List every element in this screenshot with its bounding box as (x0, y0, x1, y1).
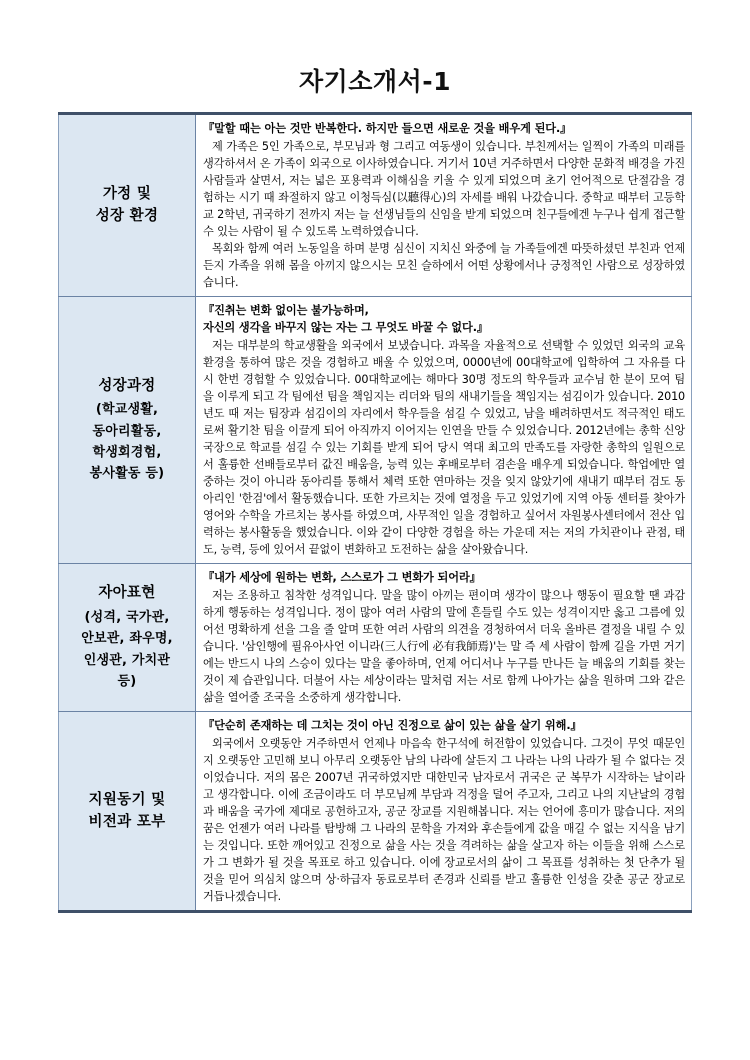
section-quote-3: 『단순히 존재하는 데 그치는 것이 아닌 진정으로 삶이 있는 삶을 살기 위해.』 (203, 719, 582, 733)
section-paragraph-2-0: 저는 조용하고 침착한 성격입니다. 말을 많이 아끼는 편이며 생각이 많으나 행동이 필요할 땐 과감하게 행동하는 성격입니다. 정이 많아 여러 사람의 말에 흔들릴 수도 있는 성격이지만 옳고 그름에 있어선 명확하게 선을 그을 줄 알며 또한 여러 사람의 의견을 경청하여서 더욱 올바른 결정을 내릴 수 있습니다. '삼인행에 필유아사언 이니라(三人行에 必有我師焉)'는 말 즉 세 사람이 함께 길을 가면 거기에는 반드시 나의 스승이 있다는 말을 좋아하며, 언제 어디서나 누구를 만나든 늘 배움의 기회를 찾는 것이 제 습관입니다. 더불어 사는 세상이라는 말처럼 저는 서로 함께 나아가는 삶을 원하며 그와 같은 삶을 열어줄 조국을 소중하게 생각합니다. (203, 588, 685, 704)
table-row (59, 113, 692, 296)
section-paragraph-3-0: 외국에서 오랫동안 거주하면서 언제나 마음속 한구석에 허전함이 있었습니다. 그것이 무엇 때문인지 오랫동안 고민해 보니 아무리 오랫동안 남의 나라에 살든지 그 나라는 나의 나라가 될 수 없다는 것이었습니다. 저의 몸은 2007년 귀국하였지만 대한민국 남자로서 귀국은 군 복무가 시작하는 날이라고 생각합니다. 이에 조금이라도 더 부모님께 부담과 걱정을 덜어 주고자, 그리고 나의 지난날의 경험과 배움을 국가에 제대로 공헌하고자, 공군 장교를 지원해봅니다. 저는 언어에 흥미가 많습니다. 저의 꿈은 언젠가 여러 나라를 탐방해 그 나라의 문학을 가져와 후손들에게 값을 매길 수 없는 지식을 남기는 것입니다. 또한 깨어있고 진정으로 삶을 사는 것을 격려하는 삶을 살고자 하는 이들을 위해 스스로가 그 변화가 될 것을 목표로 하고 있습니다. 이에 장교로서의 삶이 그 목표를 성취하는 첫 단추가 될 것을 믿어 의심치 않으며 상·하급자 동료로부터 존경과 신뢰를 받고 훌륭한 인성을 갖춘 공군 장교로 거듭나겠습니다. (203, 737, 685, 904)
resume-table-wrapper (58, 112, 692, 914)
section-body-cell-3 (196, 712, 692, 912)
section-quote-0: 『말할 때는 아는 것만 반복한다. 하지만 들으면 새로운 것을 배우게 된다.』 (203, 121, 572, 135)
section-paragraph-1-0: 저는 대부분의 학교생활을 외국에서 보냈습니다. 과목을 자율적으로 선택할 수 있었던 외국의 교육 환경을 통하여 많은 것을 경험하고 배울 수 있었으며, 0000년에 00대학교에 입학하여 그 자유를 다시 한번 경험할 수 있었습니다. 00대학교에는 해마다 30명 정도의 학우들과 교수님 한 분이 모여 팀을 이루게 되고 각 팀에선 팀을 책임지는 리더와 팀의 새내기들을 책임지는 섬김이가 있습니다. 2010년도 때 저는 팀장과 섬김이의 자리에서 학우들을 섬길 수 있었고, 남을 배려하면서도 적극적인 태도로써 활기찬 팀을 이끌게 되어 아직까지 이어지는 인연을 만들 수 있었습니다. 2012년에는 총학 신앙국장으로 학교를 섬길 수 있는 기회를 받게 되어 당시 역대 최고의 만족도를 자랑한 총학의 일원으로서 훌륭한 선배들로부터 값진 배움을, 능력 있는 후배로부터 겸손을 배우게 되었습니다. 학업에만 열중하는 것이 아니라 동아리를 통해서 체력 또한 연마하는 것을 잊지 않았기에 새내기 때부터 검도 동아리인 '한검'에서 활동했습니다. 또한 가르치는 것에 열정을 두고 있었기에 지역 아동 센터를 찾아가 영어와 수학을 가르치는 봉사를 하였으며, 사무적인 일을 경험하고 싶어서 자원봉사센터에서 전산 입력하는 봉사활동을 했었습니다. 이와 같이 다양한 경험을 하는 가운데 저는 저의 가치관이나 관점, 태도, 능력, 등에 있어서 끝없이 변화하고 도전하는 삶을 살아왔습니다. (203, 338, 685, 556)
section-quote-2: 『내가 세상에 원하는 변화, 스스로가 그 변화가 되어라』 (203, 570, 481, 584)
section-label-cell-0 (59, 113, 196, 296)
section-label-main-1: 성장과정 (98, 377, 156, 394)
section-quote-1: 『진취는 변화 없이는 불가능하며, 자신의 생각을 바꾸지 않는 자는 그 무엇도 바꿀 수 없다.』 (203, 303, 488, 334)
section-label-main-0: 가정 및 성장 환경 (95, 185, 159, 225)
page-title: 자기소개서-1 (298, 67, 452, 96)
section-label-sub-1: (학교생활, 동아리활동, 학생회경험, 봉사활동 등) (89, 402, 165, 482)
section-label-sub-2: (성격, 국가관, 안보관, 좌우명, 인생관, 가치관 등) (81, 609, 173, 690)
section-label-cell-2 (59, 563, 196, 711)
resume-table-body (59, 113, 692, 912)
section-body-cell-0 (196, 113, 692, 296)
section-label-main-3: 지원동기 및 비전과 포부 (88, 791, 166, 831)
section-body-cell-1 (196, 296, 692, 563)
section-paragraph-0-0: 제 가족은 5인 가족으로, 부모님과 형 그리고 여동생이 있습니다. 부친께서는 일찍이 가족의 미래를 생각하셔서 온 가족이 외국으로 이사하였습니다. 거기서 10년 거주하면서 다양한 문화적 배경을 가진 사람들과 살면서, 저는 넓은 포용력과 이해심을 키울 수 있게 되었으며 초기 언어적으로 단절감을 경험하는 시기 때 좌절하지 않고 이청득심(以聽得心)의 자세를 배워 나갔습니다. 중학교 때부터 고등학교 2학년, 귀국하기 전까지 저는 늘 선생님들의 신임을 받게 되었으며 친구들에겐 누구나 쉽게 접근할 수 있는 사람이 될 수 있도록 노력하였습니다. (203, 139, 685, 238)
section-paragraph-0-1: 목회와 함께 여러 노동일을 하며 분명 심신이 지치신 와중에 늘 가족들에겐 따뜻하셨던 부친과 언제든지 가족을 위해 몸을 아끼지 않으시는 모친 슬하에서 어떤 상황에서나 긍정적인 사람으로 성장하였습니다. (203, 241, 685, 289)
table-row (59, 296, 692, 563)
section-body-cell-2 (196, 563, 692, 711)
section-label-cell-1 (59, 296, 196, 563)
table-row (59, 712, 692, 912)
section-label-main-2: 자아표현 (98, 585, 156, 602)
table-row (59, 563, 692, 711)
resume-table (58, 112, 692, 914)
section-label-cell-3 (59, 712, 196, 912)
